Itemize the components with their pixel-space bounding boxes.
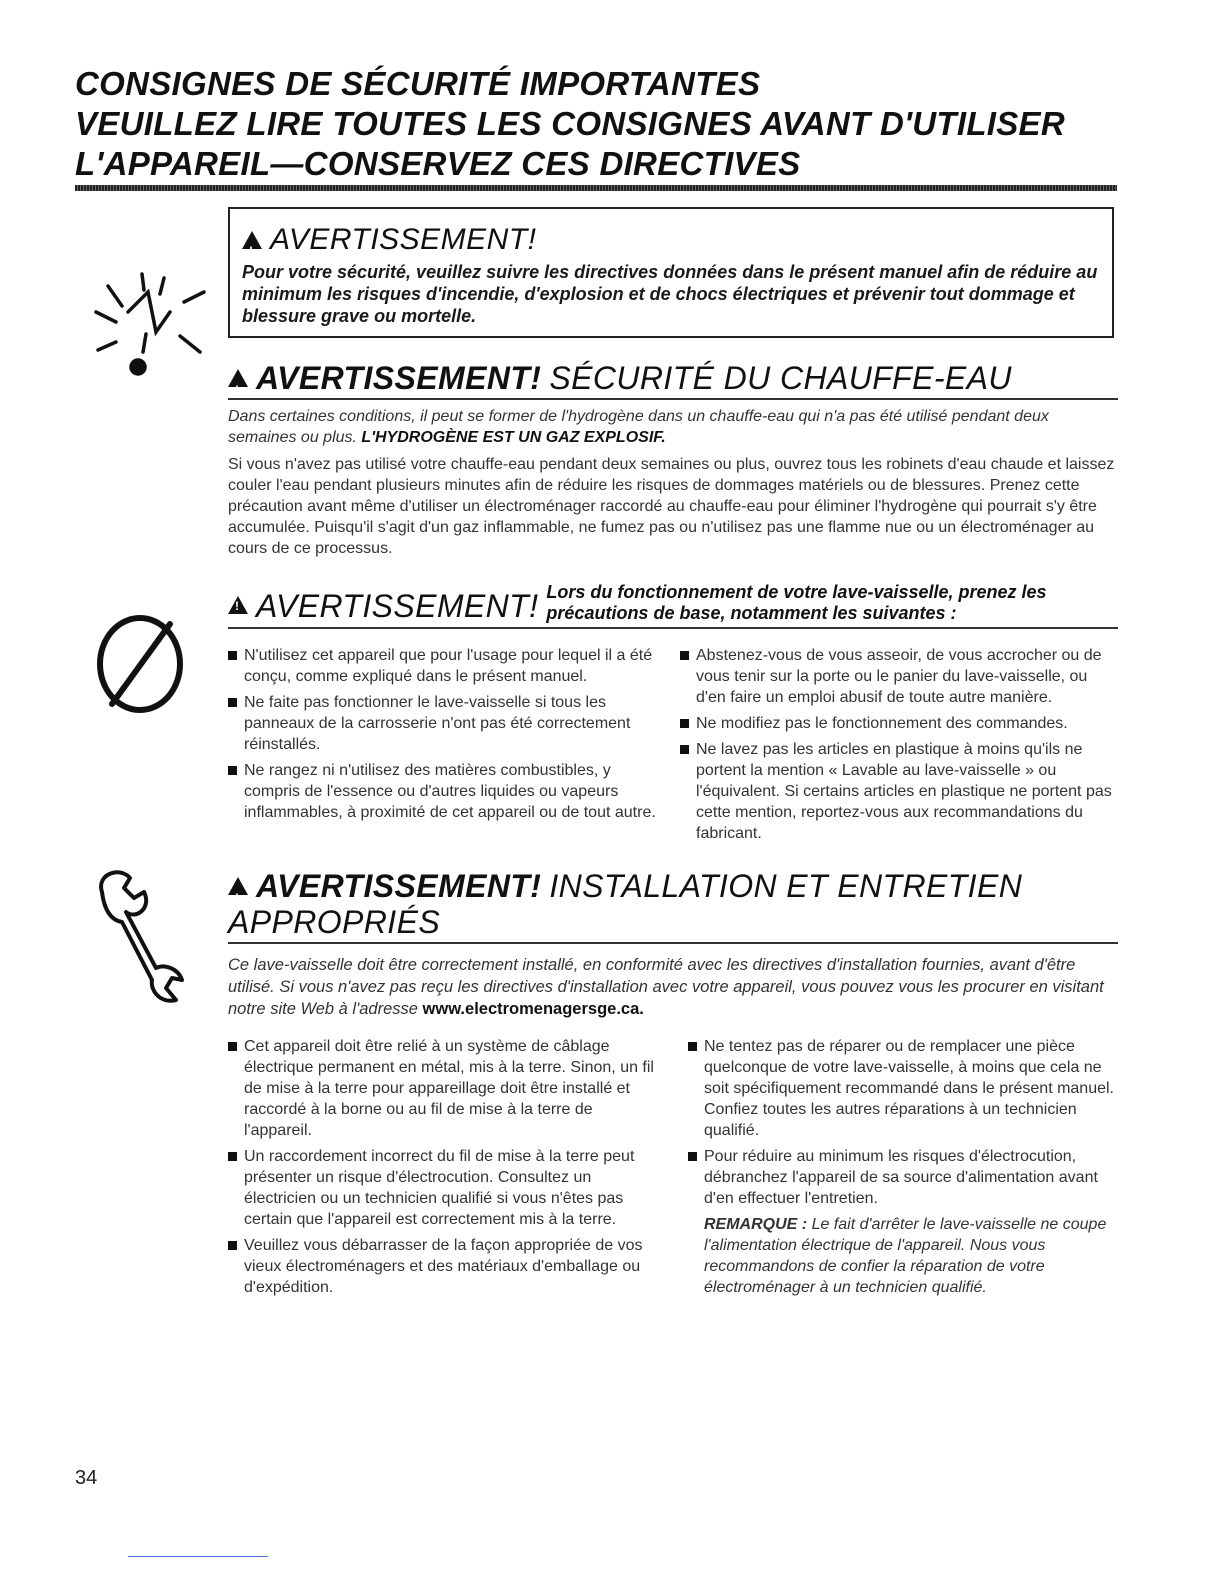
water-heater-rule	[228, 398, 1118, 400]
warning-box-text: Pour votre sécurité, veuillez suivre les directives données dans le présent manuel afin de réduire au minimum les risques d'incendie, d'explosion et de chocs électriques et prévenir tout dommage et blessure grave ou mortelle.	[242, 262, 1098, 326]
list-item: N'utilisez cet appareil que pour l'usage pour lequel il a été conçu, comme expliqué dans le présent manuel.	[228, 645, 668, 687]
precautions-subtitle	[546, 582, 1046, 624]
list-item: Veuillez vous débarrasser de la façon appropriée de vos vieux électroménagers et des matériaux d'emballage ou d'expédition.	[228, 1235, 658, 1298]
installation-section	[228, 868, 1118, 1020]
installation-rule	[228, 942, 1118, 944]
water-heater-body: Si vous n'avez pas utilisé votre chauffe-eau pendant deux semaines ou plus, ouvrez tous les robinets d'eau chaude et laissez couler l'eau pendant plusieurs minutes afin de réduire les risques de dommages matériels ou de blessures. Prenez cette précaution avant même d'utiliser un électroménager raccordé au chauffe-eau pour éliminer l'hydrogène qui pourrait s'y être accumulée. Puisqu'il s'agit d'un gaz inflammable, ne fumez pas ou n'utilisez pas une flamme nue ou un électroménager au cours de ce processus.	[228, 456, 1115, 557]
water-heater-title: SÉCURITÉ DU CHAUFFE-EAU	[549, 360, 1012, 396]
warning-triangle-icon	[242, 231, 262, 249]
title-line-1: CONSIGNES DE SÉCURITÉ IMPORTANTES	[75, 65, 761, 102]
hydrogen-explosion-icon	[88, 272, 218, 392]
list-item: Un raccordement incorrect du fil de mise à la terre peut présenter un risque d'électrocution. Consultez un électricien ou un technicien qualifié si vous n'êtes pas certain que l'appareil est correctement mis à la terre.	[228, 1146, 658, 1230]
installation-keyword: AVERTISSEMENT!	[256, 868, 542, 904]
warning-triangle-icon	[228, 596, 248, 614]
title-line-3: L'APPAREIL—CONSERVEZ CES DIRECTIVES	[75, 145, 801, 182]
water-heater-keyword: AVERTISSEMENT!	[256, 360, 542, 396]
installation-left-column	[228, 1036, 658, 1303]
title-divider	[75, 185, 1117, 191]
list-item: Ne lavez pas les articles en plastique à moins qu'ils ne portent la mention « Lavable au lave-vaisselle » ou l'équivalent. Si certains articles en plastique ne portent pas cette mention, reportez-vous aux recommandations du fabricant.	[680, 739, 1116, 844]
list-item: Cet appareil doit être relié à un système de câblage électrique permanent en métal, mis à la terre. Sinon, un fil de mise à la terre pour appareillage doit être installé et raccordé à la borne ou au fil de mise à la terre de l'appareil.	[228, 1036, 658, 1141]
precautions-section	[228, 582, 1118, 629]
precautions-left-column	[228, 645, 668, 828]
water-heater-intro-bold: L'HYDROGÈNE EST UN GAZ EXPLOSIF.	[361, 429, 666, 446]
precautions-subtitle-line-1: Lors du fonctionnement de votre lave-vaisselle, prenez les	[546, 582, 1047, 602]
wrench-icon	[94, 868, 214, 1008]
installation-heading-cont	[228, 904, 1118, 940]
installation-title-line-1: INSTALLATION ET ENTRETIEN	[549, 868, 1023, 904]
warning-triangle-icon	[228, 369, 248, 387]
water-heater-heading	[228, 360, 1118, 396]
prohibited-icon	[92, 606, 192, 716]
installation-note	[688, 1214, 1116, 1298]
installation-url: www.electromenagersge.ca.	[422, 1000, 644, 1018]
list-item: Ne tentez pas de réparer ou de remplacer une pièce quelconque de votre lave-vaisselle, à moins que cela ne soit spécifiquement recommandé dans le présent manuel. Confiez toutes les autres réparations à un technicien qualifié.	[688, 1036, 1116, 1141]
installation-intro-text: Ce lave-vaisselle doit être correctement installé, en conformité avec les directives d'installation fournies, avant d'être utilisé. Si vous n'avez pas reçu les directives d'installation avec votre appareil, vous pouvez vous les procurer en visitant notre site Web à l'adresse	[228, 956, 1104, 1018]
page-title	[75, 64, 1065, 184]
precautions-subtitle-line-2: précautions de base, notamment les suivantes :	[546, 603, 957, 623]
list-item: Pour réduire au minimum les risques d'électrocution, débranchez l'appareil de sa source d'alimentation avant d'en effectuer l'entretien.	[688, 1146, 1116, 1209]
note-text: Le fait d'arrêter le lave-vaisselle ne coupe l'alimentation électrique de l'appareil. Nous vous recommandons de confier la réparation de votre électroménager à un technicien qualifié.	[704, 1216, 1107, 1296]
installation-intro	[228, 954, 1118, 1020]
precautions-right-column	[680, 645, 1116, 849]
list-item: Ne faite pas fonctionner le lave-vaisselle si tous les panneaux de la carrosserie n'ont pas été correctement réinstallés.	[228, 692, 668, 755]
water-heater-intro	[228, 406, 1118, 448]
precautions-heading	[228, 582, 1118, 624]
warning-triangle-icon	[228, 877, 248, 895]
warning-box-heading	[242, 223, 1098, 257]
footer-line	[128, 1556, 268, 1557]
title-line-2: VEUILLEZ LIRE TOUTES LES CONSIGNES AVANT D'UTILISER	[75, 105, 1065, 142]
list-item: Ne modifiez pas le fonctionnement des commandes.	[680, 713, 1116, 734]
water-heater-intro-text: Dans certaines conditions, il peut se former de l'hydrogène dans un chauffe-eau qui n'a pas été utilisé pendant deux semaines ou plus.	[228, 408, 1049, 446]
installation-heading	[228, 868, 1118, 904]
warning-box-title: AVERTISSEMENT!	[270, 223, 537, 256]
precautions-keyword: AVERTISSEMENT!	[256, 588, 539, 624]
installation-right-column	[688, 1036, 1116, 1298]
installation-title-line-2: APPROPRIÉS	[228, 904, 441, 940]
page-number: 34	[75, 1467, 98, 1489]
list-item: Ne rangez ni n'utilisez des matières combustibles, y compris de l'essence ou d'autres liquides ou vapeurs inflammables, à proximité de cet appareil ou de tout autre.	[228, 760, 668, 823]
list-item: Abstenez-vous de vous asseoir, de vous accrocher ou de vous tenir sur la porte ou le panier du lave-vaisselle, ou d'en faire un emploi abusif de toute autre manière.	[680, 645, 1116, 708]
note-label: REMARQUE :	[704, 1216, 808, 1233]
water-heater-section	[228, 360, 1118, 559]
warning-box	[228, 207, 1114, 338]
precautions-rule	[228, 627, 1118, 629]
